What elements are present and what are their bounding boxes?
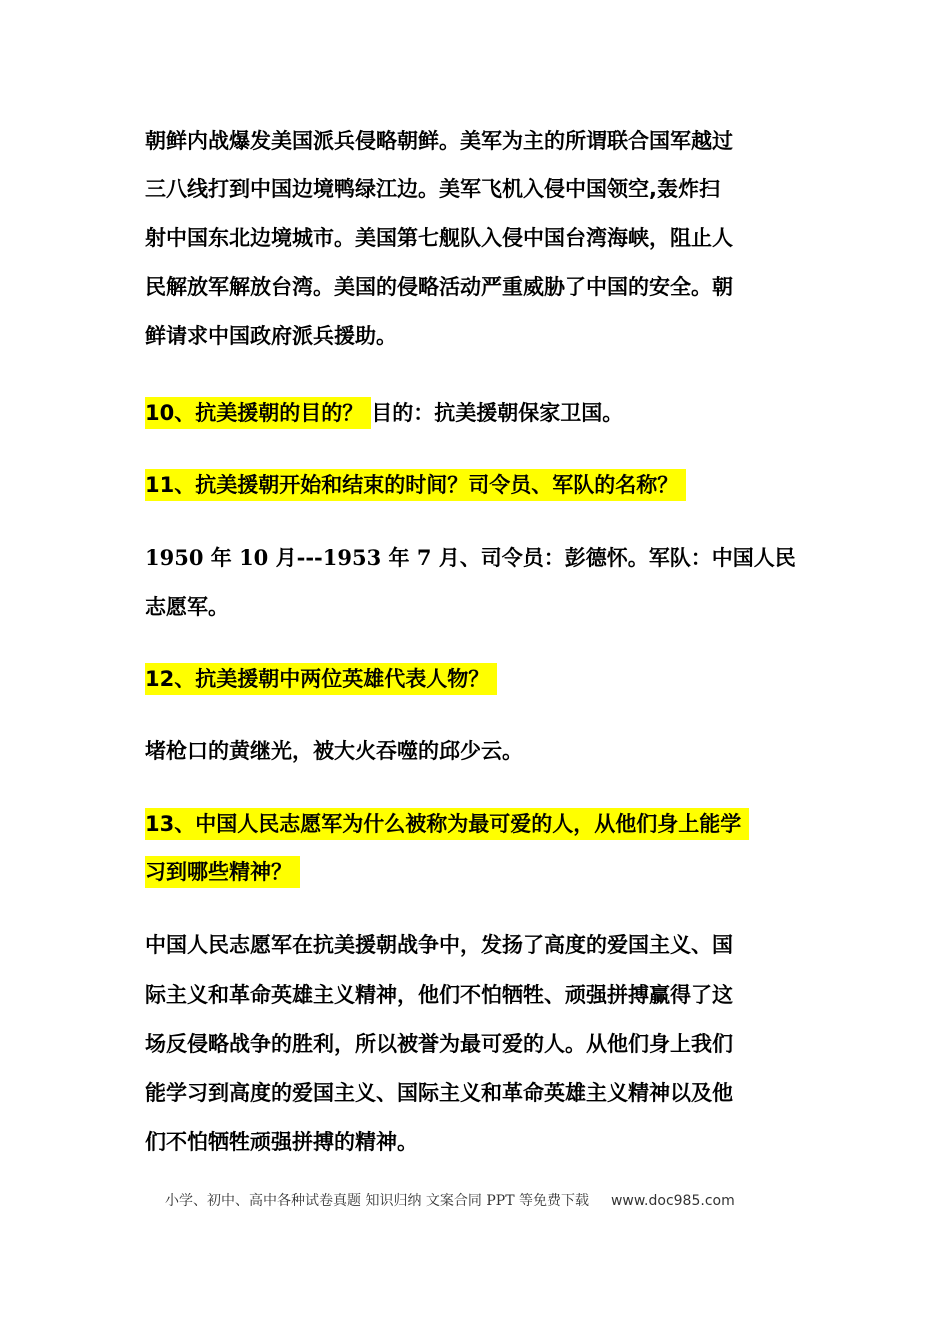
page-footer	[165, 1190, 735, 1210]
question-13-line	[145, 809, 749, 839]
footer-text: 小学、初中、高中各种试卷真题 知识归纳 文案合同 PPT 等免费下载	[165, 1193, 589, 1209]
answer-11-line: 1950 年 10 月---1953 年 7 月、司令员：彭德怀。军队：中国人民	[145, 545, 796, 570]
question-12-text: 12、抗美援朝中两位英雄代表人物？	[145, 663, 497, 695]
answer-11-line: 志愿军。	[145, 595, 229, 619]
question-10-text: 10、抗美援朝的目的？	[145, 397, 371, 429]
intro-line: 三八线打到中国边境鸭绿江边。美军飞机入侵中国领空,轰炸扫	[145, 177, 720, 201]
intro-line: 民解放军解放台湾。美国的侵略活动严重威胁了中国的安全。朝	[145, 275, 733, 299]
question-10	[145, 398, 623, 428]
intro-line: 射中国东北边境城市。美国第七舰队入侵中国台湾海峡，阻止人	[145, 226, 733, 250]
answer-13-line: 中国人民志愿军在抗美援朝战争中，发扬了高度的爱国主义、国	[145, 933, 733, 957]
answer-13-line: 能学习到高度的爱国主义、国际主义和革命英雄主义精神以及他	[145, 1081, 733, 1105]
question-13-line	[145, 857, 300, 887]
answer-10-text: 目的：抗美援朝保家卫国。	[371, 401, 624, 425]
footer-url[interactable]: www.doc985.com	[610, 1193, 735, 1209]
question-13-text: 13、中国人民志愿军为什么被称为最可爱的人，从他们身上能学	[145, 808, 749, 840]
question-11	[145, 470, 686, 500]
intro-line: 鲜请求中国政府派兵援助。	[145, 324, 397, 348]
question-13-text: 习到哪些精神？	[145, 856, 300, 888]
question-11-text: 11、抗美援朝开始和结束的时间？司令员、军队的名称？	[145, 469, 686, 501]
intro-line: 朝鲜内战爆发美国派兵侵略朝鲜。美军为主的所谓联合国军越过	[145, 129, 733, 153]
answer-13-line: 际主义和革命英雄主义精神，他们不怕牺牲、顽强拼搏赢得了这	[145, 983, 733, 1007]
question-12	[145, 664, 497, 694]
answer-13-line: 场反侵略战争的胜利，所以被誉为最可爱的人。从他们身上我们	[145, 1032, 733, 1056]
answer-13-line: 们不怕牺牲顽强拼搏的精神。	[145, 1130, 418, 1154]
answer-12-text: 堵枪口的黄继光，被大火吞噬的邱少云。	[145, 739, 523, 763]
